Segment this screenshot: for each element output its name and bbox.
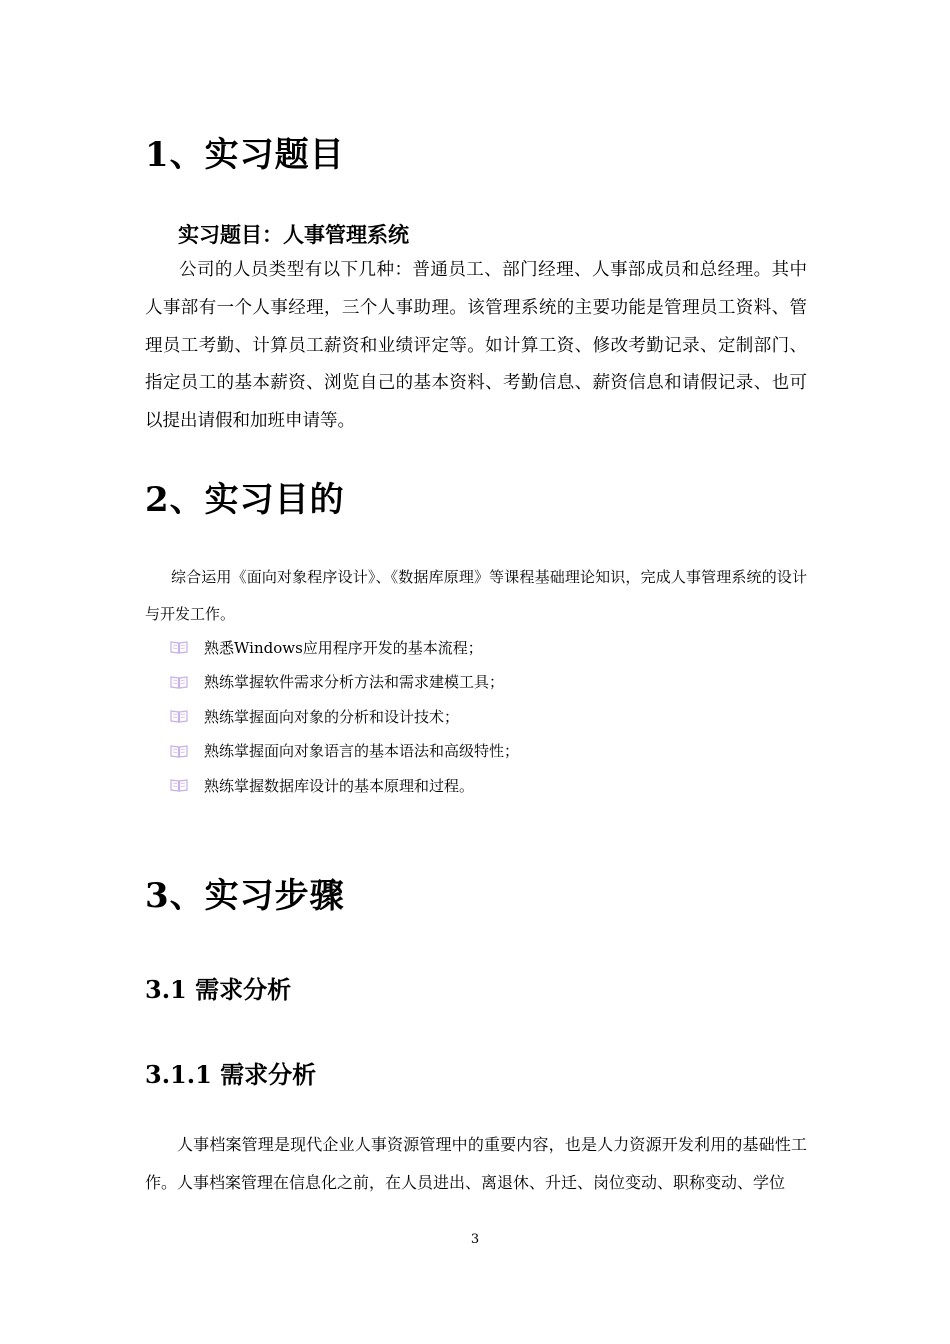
book-icon [170, 778, 188, 792]
section1-subheading: 实习题目：人事管理系统 [178, 222, 409, 247]
list-item-text: 熟练掌握数据库设计的基本原理和过程。 [204, 776, 475, 795]
list-item-text: 熟练掌握软件需求分析方法和需求建模工具； [204, 673, 505, 692]
objectives-list [170, 630, 519, 803]
page-number: 3 [470, 1232, 480, 1247]
list-item-text: 熟练掌握面向对象语言的基本语法和高级特性； [204, 742, 520, 761]
book-icon [170, 640, 188, 654]
section3-1-1-heading: 3.1.1 需求分析 [145, 1060, 317, 1089]
list-item [170, 630, 519, 665]
list-item [170, 734, 519, 769]
list-item-text: 熟练掌握面向对象的分析和设计技术； [204, 707, 460, 726]
list-item [170, 665, 519, 700]
section3-paragraph: 人事档案管理是现代企业人事资源管理中的重要内容，也是人力资源开发利用的基础性工作。人事档案管理在信息化之前，在人员进出、离退休、升迁、岗位变动、职称变动、学位 [145, 1135, 807, 1192]
section3-1-heading: 3.1 需求分析 [145, 975, 292, 1004]
section3-heading: 3、实习步骤 [145, 876, 345, 916]
list-item [170, 699, 519, 734]
list-item-text: 熟悉Windows应用程序开发的基本流程； [204, 638, 483, 657]
section2-paragraph: 综合运用《面向对象程序设计》、《数据库原理》等课程基础理论知识，完成人事管理系统的设计与开发工作。 [145, 568, 807, 623]
section1-heading: 1、实习题目 [145, 135, 345, 175]
book-icon [170, 709, 188, 723]
list-item [170, 768, 519, 803]
section2-heading: 2、实习目的 [145, 480, 345, 520]
book-icon [170, 675, 188, 689]
section1-paragraph: 公司的人员类型有以下几种：普通员工、部门经理、人事部成员和总经理。其中人事部有一个人事经理，三个人事助理。该管理系统的主要功能是管理员工资料、管理员工考勤、计算员工薪资和业绩评定等。如计算工资、修改考勤记录、定制部门、指定员工的基本薪资、浏览自己的基本资料、考勤信息、薪资信息和请假记录、也可以提出请假和加班申请等。 [145, 260, 807, 432]
book-icon [170, 744, 188, 758]
